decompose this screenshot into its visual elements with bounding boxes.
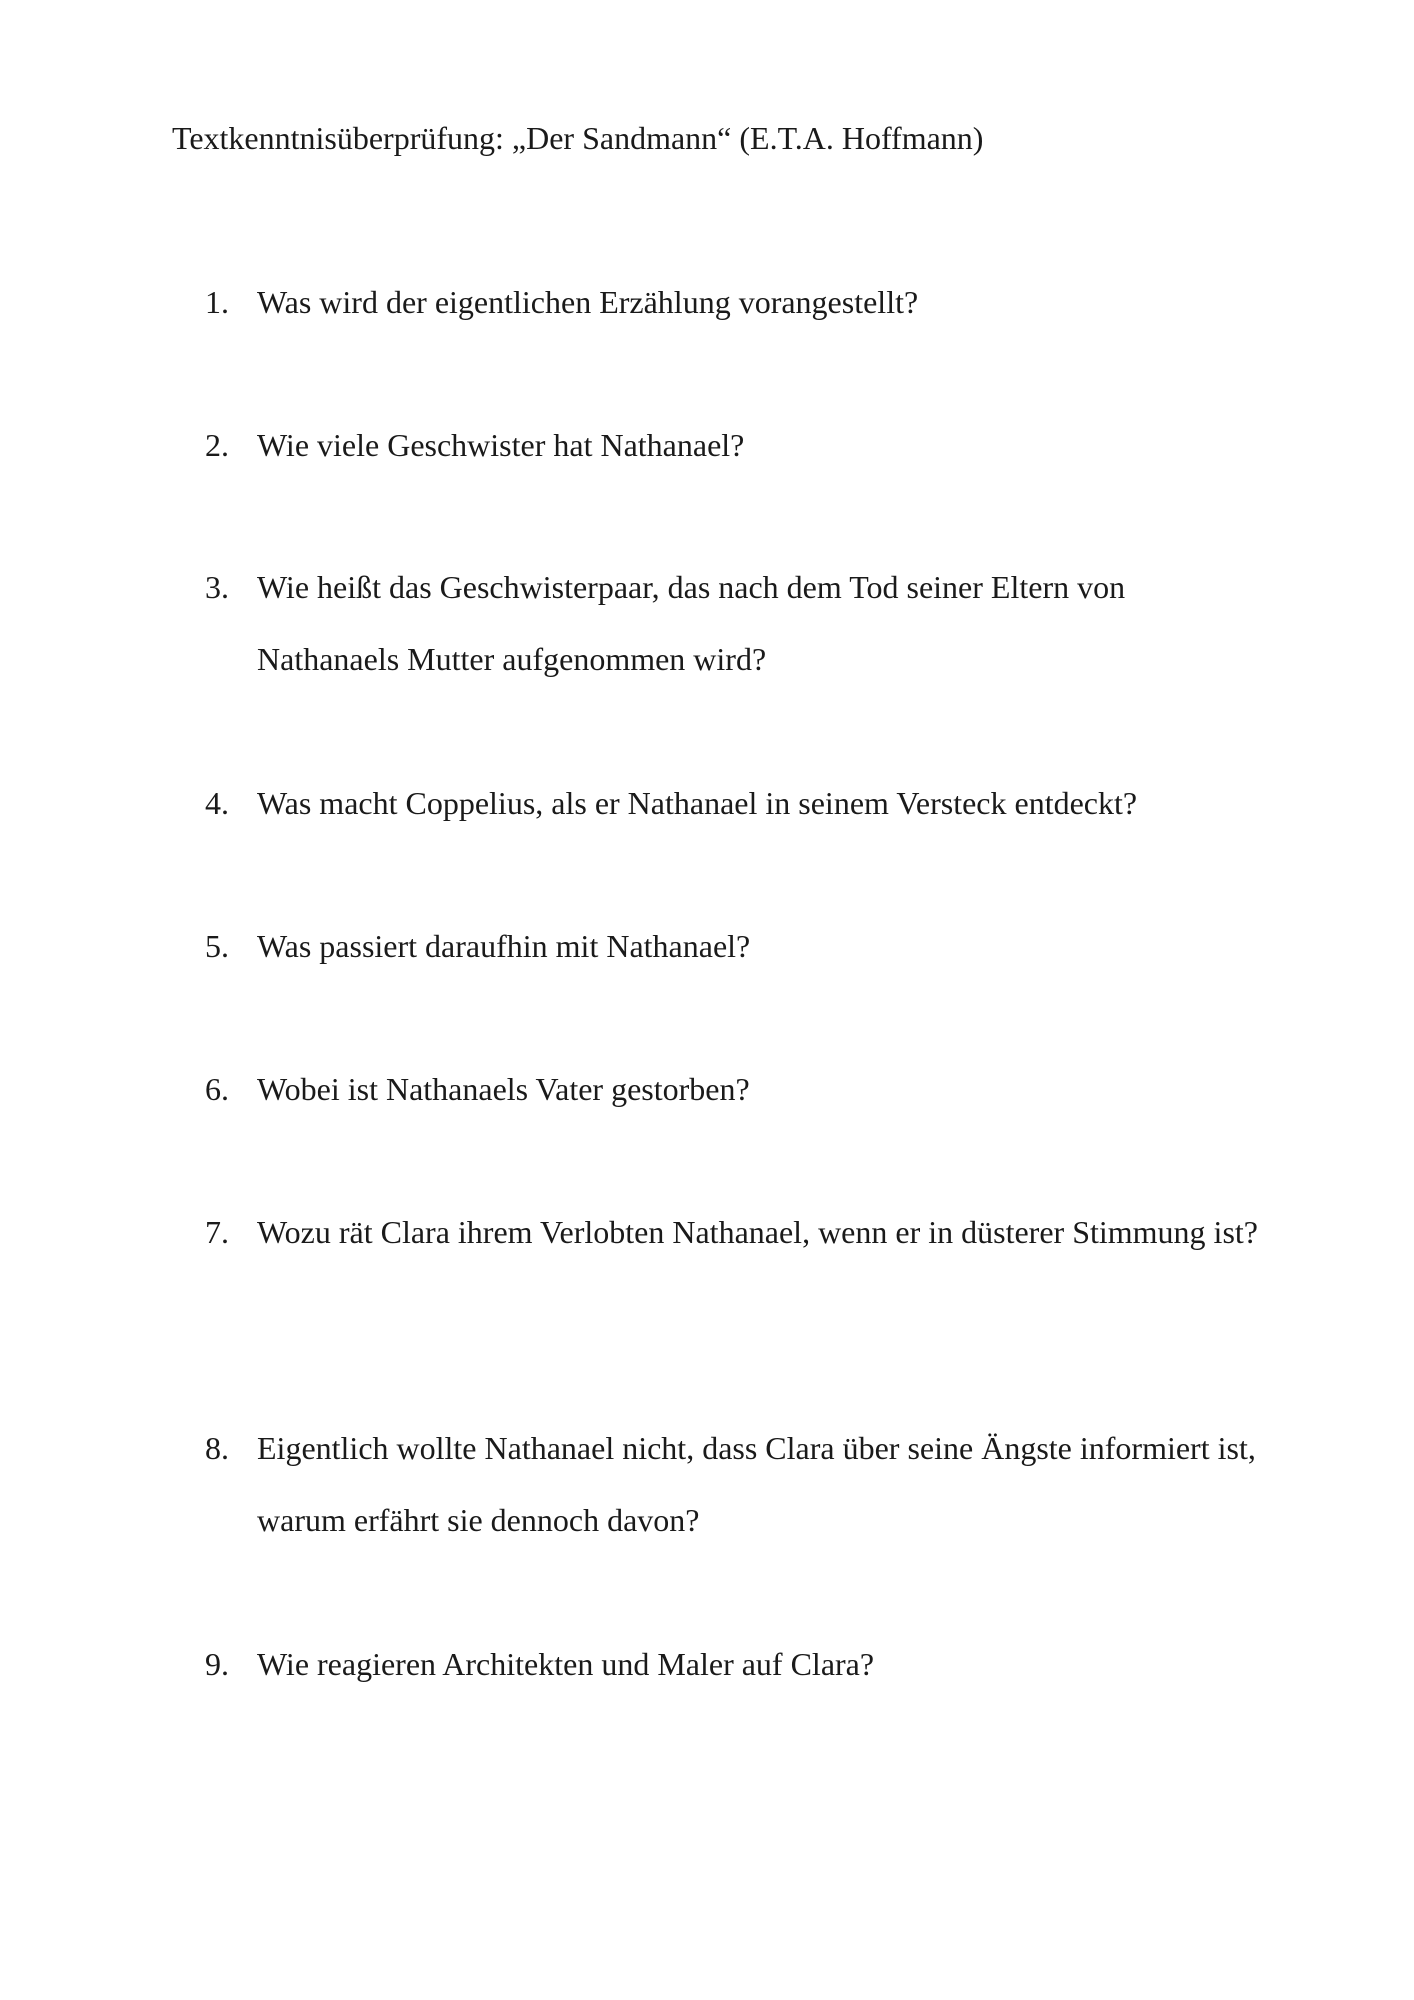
question-text: Was passiert daraufhin mit Nathanael? — [257, 928, 751, 964]
page-title: Textkenntnisüberprüfung: „Der Sandmann“ (E.T.A. Hoffmann) — [172, 120, 984, 156]
question-text: Eigentlich wollte Nathanael nicht, dass Clara über seine Ängste informiert ist, warum erfährt sie dennoch davon? — [257, 1430, 1256, 1538]
question-text: Wie heißt das Geschwisterpaar, das nach dem Tod seiner Eltern von Nathanaels Mutter aufgenommen wird? — [257, 569, 1126, 677]
question-number: 5. — [205, 928, 229, 964]
question-number: 8. — [205, 1430, 229, 1466]
question-text: Wozu rät Clara ihrem Verlobten Nathanael, wenn er in düsterer Stimmung ist? — [257, 1214, 1258, 1250]
question-number: 7. — [205, 1214, 229, 1250]
question-text: Wie reagieren Architekten und Maler auf Clara? — [257, 1646, 875, 1682]
question-text: Was macht Coppelius, als er Nathanael in seinem Versteck entdeckt? — [257, 785, 1138, 821]
question-number: 6. — [205, 1071, 229, 1107]
question-text: Was wird der eigentlichen Erzählung vorangestellt? — [257, 284, 919, 320]
question-number: 4. — [205, 785, 229, 821]
question-number: 1. — [205, 284, 229, 320]
question-number: 3. — [205, 569, 229, 605]
question-number: 9. — [205, 1646, 229, 1682]
question-text: Wie viele Geschwister hat Nathanael? — [257, 427, 745, 463]
question-number: 2. — [205, 427, 229, 463]
question-text: Wobei ist Nathanaels Vater gestorben? — [257, 1071, 750, 1107]
